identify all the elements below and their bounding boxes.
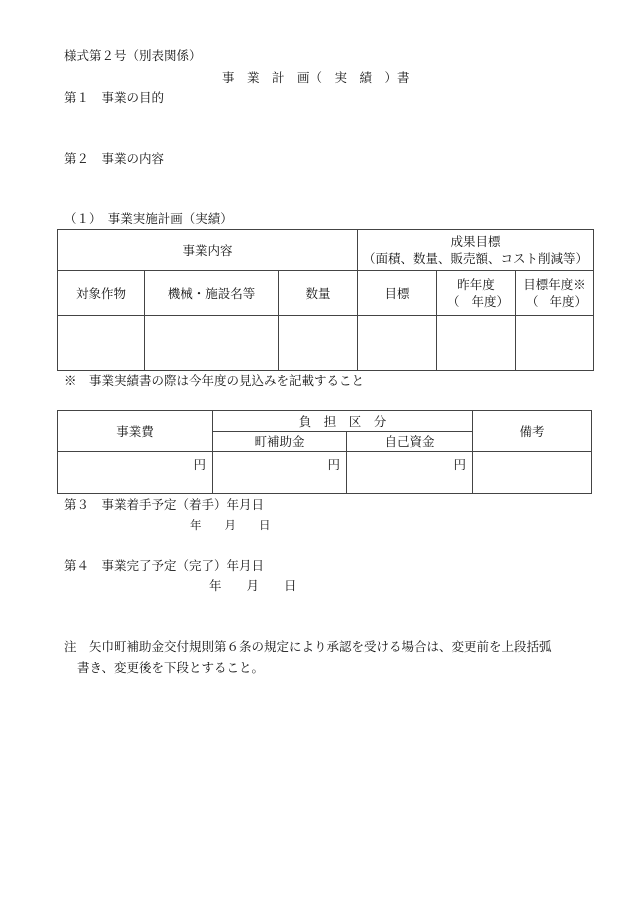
plan-table [57, 229, 594, 371]
asterisk-note: ※ 事業実績書の際は今年度の見込みを記載すること [64, 373, 365, 388]
cell-crop[interactable] [58, 316, 145, 371]
footnote-line-2: 書き、変更後を下段とすること。 [77, 660, 265, 675]
header-goal-note: （面積、数量、販売額、コスト削減等） [363, 251, 589, 266]
section-3-heading: 第３ 事業着手予定（着手）年月日 [64, 497, 265, 512]
subsection-1-heading: （１） 事業実施計画（実績） [64, 211, 233, 226]
header-target-year [516, 271, 594, 316]
header-burden: 負 担 区 分 [213, 411, 473, 432]
paren-open: （ [526, 294, 539, 309]
header-goal [358, 230, 594, 271]
target-year-paren [516, 293, 593, 310]
header-content: 事業内容 [58, 230, 358, 271]
cell-remarks[interactable] [473, 452, 592, 494]
form-number: 様式第２号（別表関係） [64, 48, 202, 63]
header-own-funds: 自己資金 [347, 432, 473, 452]
cell-target-year[interactable] [516, 316, 594, 371]
header-goal-label: 成果目標 [450, 234, 501, 249]
header-remarks: 備考 [473, 411, 592, 452]
section-4-date: 年 月 日 [209, 578, 297, 593]
header-target-year-label: 目標年度※ [523, 277, 586, 292]
document-title: 事 業 計 画（ 実 績 ）書 [222, 70, 410, 85]
header-machine: 機械・施設名等 [145, 271, 279, 316]
paren-close: 年度） [471, 294, 510, 309]
footnote-line-1: 注 矢巾町補助金交付規則第６条の規定により承認を受ける場合は、変更前を上段括弧 [64, 639, 552, 654]
cell-target[interactable] [358, 316, 437, 371]
cell-cost[interactable]: 円 [58, 452, 213, 494]
prev-year-paren [437, 293, 515, 310]
cell-own-funds[interactable]: 円 [347, 452, 473, 494]
header-cost: 事業費 [58, 411, 213, 452]
cost-table [57, 410, 592, 494]
section-3-date: 年 月 日 [190, 518, 271, 532]
paren-open: （ [447, 294, 460, 309]
section-2-heading: 第２ 事業の内容 [64, 151, 165, 166]
section-4-heading: 第４ 事業完了予定（完了）年月日 [64, 558, 265, 573]
paren-close: 年度） [549, 294, 588, 309]
header-prev-year [437, 271, 516, 316]
header-crop: 対象作物 [58, 271, 145, 316]
header-target: 目標 [358, 271, 437, 316]
header-prev-year-label: 昨年度 [457, 277, 495, 292]
header-quantity: 数量 [279, 271, 358, 316]
cell-quantity[interactable] [279, 316, 358, 371]
cell-machine[interactable] [145, 316, 279, 371]
cell-subsidy[interactable]: 円 [213, 452, 347, 494]
header-subsidy: 町補助金 [213, 432, 347, 452]
cell-prev-year[interactable] [437, 316, 516, 371]
section-1-heading: 第１ 事業の目的 [64, 90, 165, 105]
